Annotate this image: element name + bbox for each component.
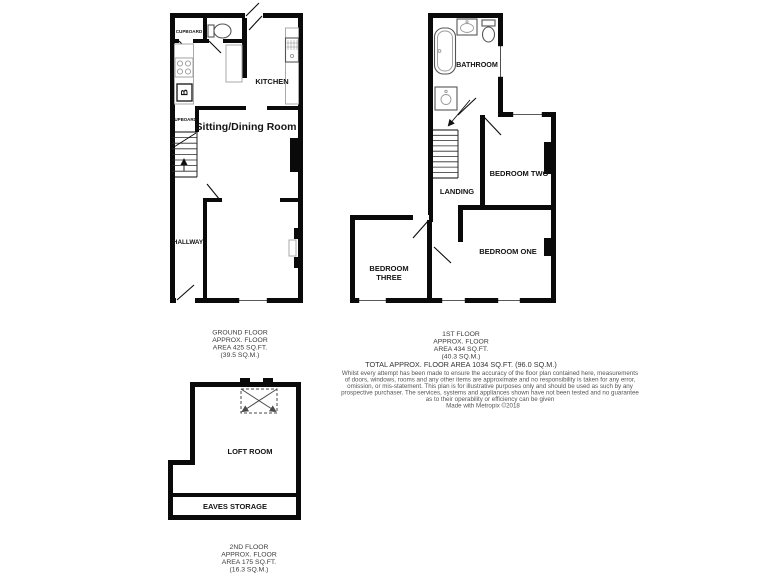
caption-line: (40.3 SQ.M.) (441, 353, 481, 361)
disclaimer-line: as to their operability or efficiency can be given (425, 396, 555, 403)
sf-wall-left-upper (190, 382, 195, 465)
rooflight-icon (263, 378, 273, 384)
caption-line: APPROX. FLOOR (433, 338, 489, 346)
room-label-eaves: EAVES STORAGE (203, 502, 267, 511)
ground-floor-plan (170, 3, 303, 359)
door-leaf (484, 117, 501, 135)
first-floor-caption (433, 331, 489, 361)
boiler-icon (177, 84, 192, 101)
door-leaf (207, 184, 220, 200)
fireplace-inset (289, 240, 296, 256)
room-label-bedroom-three: THREE (376, 273, 402, 282)
gf-wall-top (170, 13, 303, 18)
ff-wall-bed2-bottom (462, 205, 556, 210)
room-label-bathroom: BATHROOM (456, 60, 498, 69)
gf-wall-hallway (203, 198, 207, 301)
ff-wall-left-upper (428, 13, 433, 222)
door-leaf (413, 221, 428, 238)
room-label-hallway: HALLWAY (172, 239, 204, 246)
bathtub-icon (435, 28, 456, 74)
ff-wall-top (428, 13, 503, 18)
caption-line: GROUND FLOOR (212, 329, 268, 337)
room-label-sitting-dining: Sitting/Dining Room (195, 121, 297, 133)
sf-wall-bottom (168, 515, 301, 520)
bed3-door-opening (413, 215, 429, 220)
ff-wall-bed2-left (480, 115, 485, 210)
gf-wall-kitchen-sitting-left (195, 106, 246, 110)
door-leaf (458, 98, 476, 115)
room-label-cupboard: CUPBOARD (175, 29, 203, 34)
stairs-icon (433, 100, 470, 178)
second-floor-caption (221, 544, 277, 574)
caption-line: AREA 175 SQ.FT. (221, 559, 277, 566)
ff-wall-left-lower (350, 215, 355, 303)
sf-wall-left-lower (168, 460, 173, 520)
caption-line: APPROX. FLOOR (212, 337, 268, 344)
room-label-loft: LOFT ROOM (227, 447, 273, 456)
credit-text: Made with Metropix ©2018 (446, 402, 520, 410)
door-leaf (177, 285, 194, 300)
door-leaf (249, 16, 262, 30)
caption-line: 2ND FLOOR (229, 544, 269, 551)
fireplace-block (294, 228, 303, 239)
caption-line: 1ST FLOOR (442, 331, 480, 338)
room-label-landing: LANDING (439, 187, 475, 196)
chimney-breast (290, 138, 299, 172)
gf-wall-cupboard-wc (203, 15, 207, 41)
room-label-bedroom-three: BEDROOM (369, 264, 409, 273)
gf-wall-hall-front-right (280, 198, 301, 202)
sink-icon (286, 38, 299, 62)
toilet-icon (208, 24, 231, 38)
gf-wall-wc-kitchen (242, 18, 247, 78)
room-label-cupboard-stairs: CUPBOARD (171, 117, 197, 122)
disclaimer-line: omission, or mis-statement. This plan is for illustrative purposes only and should be used as such by any (347, 383, 633, 390)
summary-block (341, 360, 639, 410)
caption-line: AREA 425 SQ.FT. (212, 344, 268, 352)
loft-access-icon (241, 389, 277, 413)
sink-icon (435, 87, 457, 110)
caption-line: AREA 434 SQ.FT. (433, 346, 489, 353)
ground-floor-caption (212, 330, 268, 360)
caption-line: APPROX. FLOOR (221, 551, 277, 559)
door-leaf (434, 247, 451, 263)
caption-line: (39.5 SQ.M.) (220, 352, 260, 359)
second-floor-plan (168, 378, 301, 574)
kitchen-peninsula-counter (226, 45, 242, 82)
ff-wall-bed3-right (427, 220, 432, 303)
chimney-breast (544, 238, 552, 256)
ff-wall-corridor (458, 205, 463, 242)
room-label-bedroom-one: BEDROOM ONE (479, 247, 537, 256)
sink-icon (457, 19, 477, 35)
disclaimer-line: Whilst every attempt has been made to ensure the accuracy of the floor plan contained here, measurements (341, 370, 639, 377)
stairs-icon (172, 132, 197, 177)
toilet-icon (482, 20, 495, 42)
sf-wall-right (296, 382, 301, 520)
disclaimer-line: prospective purchaser. The services, systems and appliances shown have not been tested and no guarantee (341, 389, 639, 397)
rooflight-icon (240, 378, 250, 384)
room-label-kitchen: KITCHEN (255, 77, 289, 86)
total-area-text: TOTAL APPROX. FLOOR AREA 1034 SQ.FT. (96.0 SQ.M.) (365, 360, 557, 369)
gf-wall-kitchen-sitting-right (267, 106, 301, 110)
first-floor-plan (350, 13, 556, 361)
room-label-bedroom-two: BEDROOM TWO (489, 169, 549, 178)
fireplace-block (294, 257, 303, 268)
disclaimer-line: of doors, windows, rooms and any other items are approximate and no responsibility is taken for any error, (344, 376, 636, 384)
boiler-label: B (179, 89, 190, 96)
caption-line: (16.3 SQ.M.) (229, 566, 269, 574)
sf-wall-eaves (168, 493, 301, 497)
